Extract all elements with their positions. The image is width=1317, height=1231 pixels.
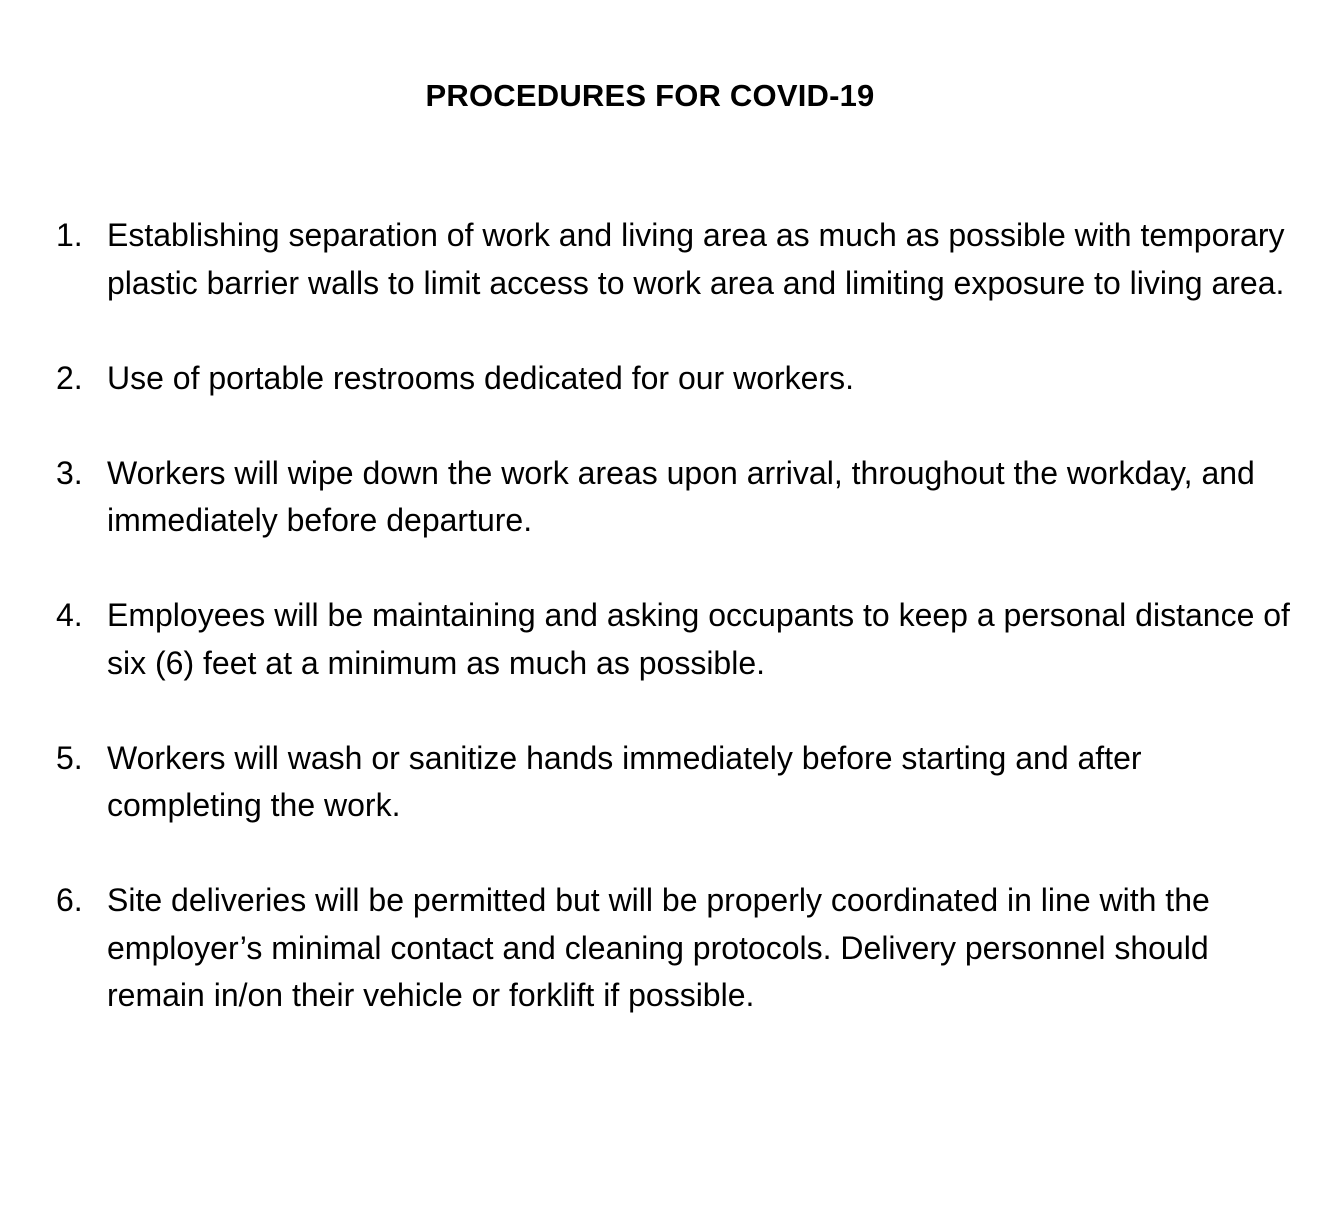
list-item-number: 4. <box>56 597 83 633</box>
list-item <box>56 592 1296 687</box>
list-item-number: 5. <box>56 739 83 776</box>
procedure-list <box>56 212 1296 1067</box>
list-item-text: Workers will wipe down the work areas upon arrival, throughout the workday, and immediately before departure. <box>107 454 1255 538</box>
list-item-number: 2. <box>56 359 83 396</box>
list-item <box>56 355 1296 403</box>
list-item-text: Use of portable restrooms dedicated for our workers. <box>107 359 854 396</box>
list-item <box>56 450 1296 545</box>
list-item-text: Employees will be maintaining and asking occupants to keep a personal distance of six (6) feet at a minimum as much as possible. <box>107 597 1290 681</box>
list-item-number: 6. <box>56 882 83 918</box>
page-title: PROCEDURES FOR COVID-19 <box>425 78 875 113</box>
list-item-text: Workers will wash or sanitize hands immediately before starting and after completing the work. <box>107 739 1142 823</box>
list-item-text: Establishing separation of work and living area as much as possible with temporary plastic barrier walls to limit access to work area and limiting exposure to living area. <box>107 217 1285 301</box>
list-item <box>56 212 1296 307</box>
list-item-text: Site deliveries will be permitted but will be properly coordinated in line with the employer’s minimal contact and cleaning protocols. Delivery personnel should remain in/on their vehicle or forklift if possible. <box>107 882 1210 1013</box>
list-item <box>56 735 1296 830</box>
list-item-number: 1. <box>56 217 83 253</box>
list-item <box>56 877 1296 1020</box>
list-item-number: 3. <box>56 454 83 491</box>
